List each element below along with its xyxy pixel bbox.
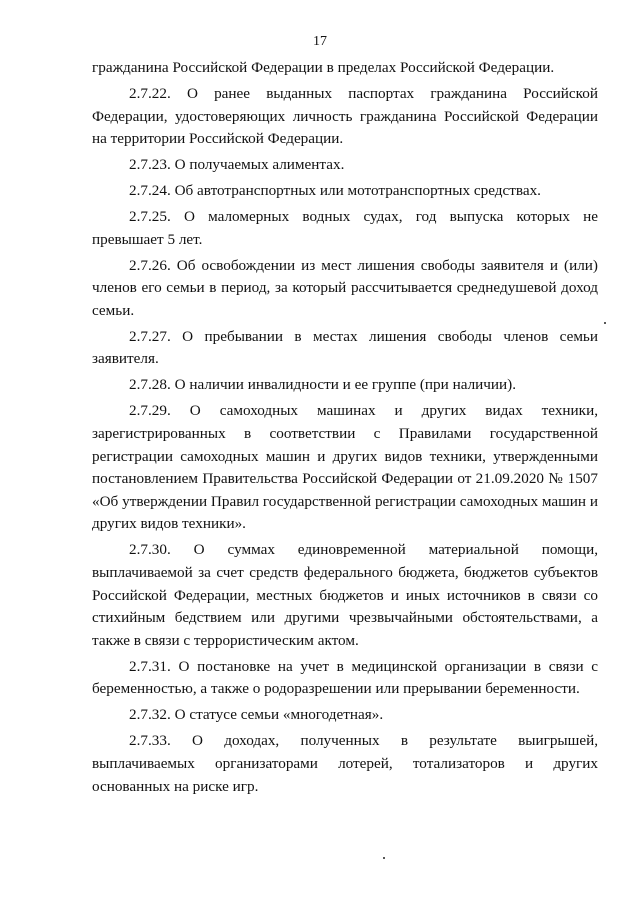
- paragraph-continuation: гражданина Российской Федерации в пределах Российской Федерации.: [92, 59, 555, 76]
- scan-speck: [383, 857, 385, 859]
- paragraph-2-7-22: 2.7.22. О ранее выданных паспортах гражданина Российской Федерации, удостоверяющих личность гражданина Российской Федерации на территории Российской Федерации.: [92, 84, 598, 148]
- paragraph-2-7-24: 2.7.24. Об автотранспортных или мототранспортных средствах.: [129, 182, 541, 200]
- page-number: 17: [313, 34, 327, 49]
- paragraph-2-7-25: 2.7.25. О маломерных водных судах, год выпуска которых не превышает 5 лет.: [92, 208, 598, 248]
- paragraph-2-7-30: 2.7.30. О суммах единовременной материальной помощи, выплачиваемой за счет средств федерального бюджета, бюджетов субъектов Российской Федерации, местных бюджетов и иных источников в связи со стихийным бедствием или другими чрезвычайными обстоятельствами, а также в связи с террористическим актом.: [92, 541, 598, 649]
- paragraph-2-7-23: 2.7.23. О получаемых алиментах.: [129, 156, 345, 174]
- paragraph-2-7-32: 2.7.32. О статусе семьи «многодетная».: [129, 706, 384, 724]
- scan-speck: [604, 322, 606, 324]
- paragraph-2-7-27: 2.7.27. О пребывании в местах лишения свободы членов семьи заявителя.: [92, 327, 598, 368]
- paragraph-2-7-31: 2.7.31. О постановке на учет в медицинской организации в связи с беременностью, а также о родоразрешении или прерывании беременности.: [92, 657, 598, 698]
- document-body: [92, 57, 598, 801]
- paragraph-2-7-28: 2.7.28. О наличии инвалидности и ее группе (при наличии).: [129, 376, 517, 394]
- paragraph-2-7-26: 2.7.26. Об освобождении из мест лишения свободы заявителя и (или) членов его семьи в период, за который рассчитывается среднедушевой доход семьи.: [92, 256, 598, 319]
- paragraph-2-7-29: 2.7.29. О самоходных машинах и других видах техники, зарегистрированных в соответствии с Правилами государственной регистрации самоходных машин и других видов техники, утвержденными постановлением Правительства Российской Федерации от 21.09.2020 № 1507 «Об утверждении Правил государственной регистрации самоходных машин и других видов техники».: [92, 402, 598, 533]
- paragraph-2-7-33: 2.7.33. О доходах, полученных в результате выигрышей, выплачиваемых организаторами лотерей, тотализаторов и других основанных на риске игр.: [92, 732, 598, 795]
